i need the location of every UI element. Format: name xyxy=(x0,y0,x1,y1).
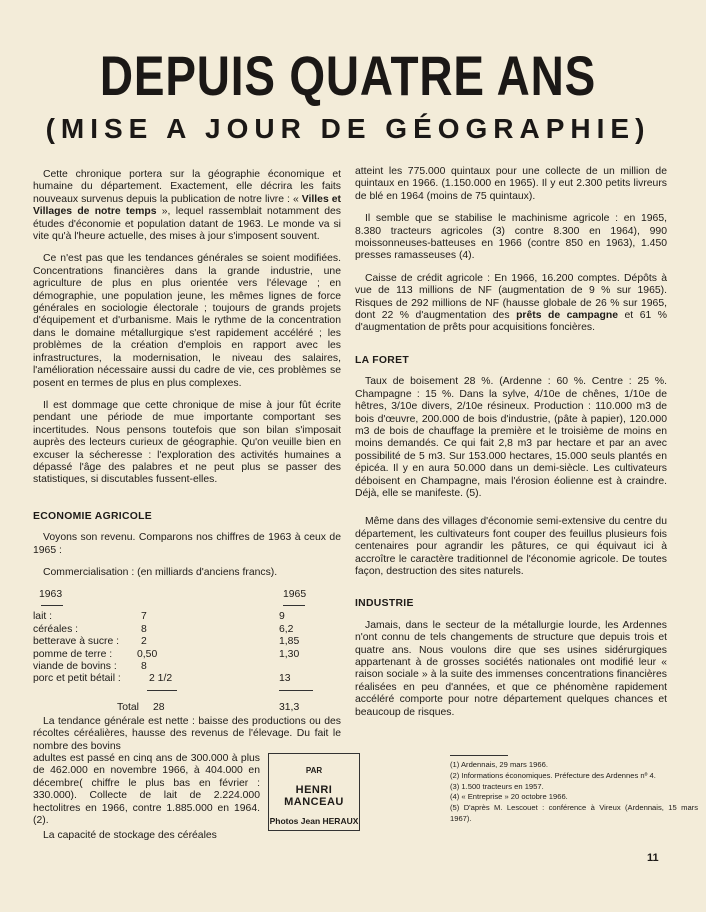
year-1965-header: 1965 xyxy=(283,589,307,601)
row-label: betterave à sucre : xyxy=(33,636,120,648)
author-name: HENRI MANCEAU xyxy=(284,784,344,808)
row-label: pomme de terre : xyxy=(33,648,113,660)
table-row xyxy=(33,661,341,673)
row-label: lait : xyxy=(33,611,53,623)
row-value-1963: 8 xyxy=(141,660,147,672)
intro-text-a: Cette chronique portera sur la géographie économique et humaine du département. Exactement, elle décrira les faits nouveaux survenus depuis la publication de notre livre : « xyxy=(33,169,341,205)
intro-text-b: », lequel rassemblait notamment des études d'économie et population datant de 1963. Le monde va si vite qu'à l'heure actuelle, des mises à jour s'imposent souvent. xyxy=(33,206,342,243)
footnote: (3) 1.500 tracteurs en 1957. xyxy=(450,781,544,791)
photo-credit: Photos Jean HERAUX xyxy=(269,816,359,826)
total-1965: 31,3 xyxy=(279,701,300,713)
table-row xyxy=(33,649,341,661)
regret-paragraph: Il est dommage que cette chronique de mise à jour fût écrite pendant une période de mue importante comportant ses incertitudes. Nous pensons toutefois que son bilan s'imposait auprès des lecteurs curieux de géographie. Qu'on veuille bien en excuser la sécheresse : l'exploration des activités humaines a dépassé l'âge des palabres et ne peut plus se passer des statistiques, si discutables fussent-elles. xyxy=(33,399,341,486)
row-value-1965: 1,85 xyxy=(279,636,300,648)
section-heading-foret: LA FORET xyxy=(355,354,409,366)
storage-paragraph: atteint les 775.000 quintaux pour une collecte de un million de quintaux en 1966. (1.150.000 en 1965). Il y eut 2.300 petits livreurs de blé en 1964 (moins de 75 quintaux). xyxy=(355,166,667,202)
table-header xyxy=(33,589,341,603)
row-label: viande de bovins : xyxy=(33,660,117,672)
footnote: (1) Ardennais, 29 mars 1966. xyxy=(450,760,548,769)
section-heading-industrie: INDUSTRIE xyxy=(355,598,414,610)
footnote: (5) D'après M. Lescouet : conférence à Vireux (Ardennais, 15 mars 1967). xyxy=(450,803,698,823)
row-value-1965: 6,2 xyxy=(279,623,294,635)
footnotes xyxy=(450,760,698,825)
footnote: (2) Informations économiques. Préfecture des Ardennes nº 4. xyxy=(450,770,656,780)
row-value-1963: 7 xyxy=(141,611,147,623)
table-row xyxy=(33,673,341,685)
right-column xyxy=(355,166,667,729)
credit-agricole-paragraph xyxy=(355,273,667,335)
total-label: Total xyxy=(117,701,139,713)
page-number: 11 xyxy=(647,852,659,864)
author-credit-box xyxy=(268,753,360,831)
trend-block xyxy=(33,716,341,753)
row-label: céréales : xyxy=(33,623,79,635)
commercialisation-table xyxy=(33,589,341,715)
row-value-1963: 8 xyxy=(141,623,147,635)
industry-paragraph: Jamais, dans le secteur de la métallurgie lourde, les Ardennes n'ont connu de tels changements de structure que depuis trois et quatre ans. Nous voulons dire que ses usines sidérurgiques appartenant à de grosses sociétés nationales ont modifié leur « raison sociale » à la suite des immenses concentrations financières réalisées en peu d'années, et que ce phénomène rapidement accéléré comporte pour notre département quelques chances et beaucoup de risques. xyxy=(355,619,667,718)
prets-campagne: prêts de campagne xyxy=(516,310,619,322)
row-value-1963: 2 1/2 xyxy=(149,673,173,685)
year-1963-header: 1963 xyxy=(39,589,63,601)
trend-paragraph: La tendance générale est nette : baisse des productions ou des récoltes céréalières, hausse des revenus de l'élevage. Du fait le nombre des bovins xyxy=(33,716,341,752)
total-1963: 28 xyxy=(153,701,165,713)
credit-par: PAR xyxy=(305,766,323,775)
revenue-paragraph: Voyons son revenu. Comparons nos chiffres de 1963 à ceux de 1965 : xyxy=(33,532,341,556)
row-value-1963: 0,50 xyxy=(137,648,158,660)
credit-text-a: Caisse de crédit agricole : En 1966, 16.200 comptes. Dépôts à vue de 113 millions de NF (augmentation de 9 % sur 1965). Risques de 292 millions de NF (hausse globale de 26 % sur 1965, dont 22 % d'augmentation des xyxy=(355,272,667,322)
article-subtitle: (MISE A JOUR DE GÉOGRAPHIE) xyxy=(45,113,651,144)
table-row xyxy=(33,624,341,636)
table-row xyxy=(33,636,341,648)
commercialisation-label: Commercialisation : (en milliards d'anciens francs). xyxy=(43,566,278,578)
machinery-paragraph: Il semble que se stabilise le machinisme agricole : en 1965, 8.380 tracteurs agricoles (3) contre 8.300 en 1964), 990 moissonneuses-batteuses en 1966 (contre 850 en 1963), 1.450 presses ramasseuses (4). xyxy=(355,213,667,262)
trends-paragraph: Ce n'est pas que les tendances générales se soient modifiées. Concentrations financières dans la grande industrie, une agriculture de plus en plus orientée vers l'élevage ; en démographie, une population jeune, les mêmes lignes de force générales en sociologie électorale ; toujours de grands projets d'équipement et d'urbanisme. Mais le rythme de la concentration dans le domaine métallurgique s'est rapidement accéléré ; les problèmes de la création d'emplois en rapport avec les infrastructures, la modernisation, le niveau des salaires, l'amélioration nécessaire aussi du cadre de vie, ces problèmes se posent en termes de plus en plus complexes. xyxy=(33,253,341,389)
row-label: porc et petit bétail : xyxy=(33,673,121,685)
livestock-paragraph: adultes est passé en cinq ans de 300.000 à plus de 462.000 en novembre 1966, à 404.000 en décembre( chiffre le plus bas en février : 330.000). Collecte de lait de 2.224.000 hectolitres en 1966, contre 1.885.000 en 1964. (2). xyxy=(33,753,260,827)
forest-paragraph: Taux de boisement 28 %. (Ardenne : 60 %. Centre : 25 %. Champagne : 15 %. Dans la sylve, 4/10e de chênes, 1/10e de hêtres, 3/10e divers, 2/10e résineux. Production : 110.000 m3 de bois d'œuvre, 200.000 de bois d'industrie, (pâte à papier), 120.000 m3 de bois de chauffage la première et le troisième de moins en moins demandés. Ce qui fait 2,8 m3 par hectare et par an avec possibilité de 5 m3. Sur 153.000 hectares, 15.000 seuls plantés en épicéa. Il y en aura 50.000 dans un demi-siècle. Les cultivateurs déboisent en Champagne, mais l'érosion éolienne est à craindre. Déjà, elle se manifeste. (5). xyxy=(355,376,667,499)
livestock-block xyxy=(33,753,260,837)
villages-paragraph: Même dans des villages d'économie semi-extensive du centre du département, les cultivateurs font couper des feuillus plusieurs fois centenaires pour agrandir les pâtures, ce qui équivaut ici à accroître le caractère traditionnel de l'économie agricole. De toutes façon, destruction des sites naturels. xyxy=(355,516,667,577)
intro-paragraph xyxy=(33,169,341,243)
article-title: DEPUIS QUATRE ANS xyxy=(99,44,597,107)
credit-text-b: et 61 % d'augmentation de prêts pour acquisitions foncières. xyxy=(355,310,668,334)
row-value-1965: 1,30 xyxy=(279,648,300,660)
table-total-row xyxy=(33,702,341,716)
storage-intro: La capacité de stockage des céréales xyxy=(43,830,217,841)
book-title: Villes et Villages de notre temps xyxy=(33,193,341,218)
left-column xyxy=(33,169,341,716)
row-value-1965: 13 xyxy=(279,673,291,685)
row-value-1965: 9 xyxy=(279,611,285,623)
footnote: (4) « Entreprise » 20 octobre 1966. xyxy=(450,792,568,802)
table-row xyxy=(33,611,341,623)
row-value-1963: 2 xyxy=(141,636,147,648)
section-heading-agriculture: ECONOMIE AGRICOLE xyxy=(33,510,153,522)
